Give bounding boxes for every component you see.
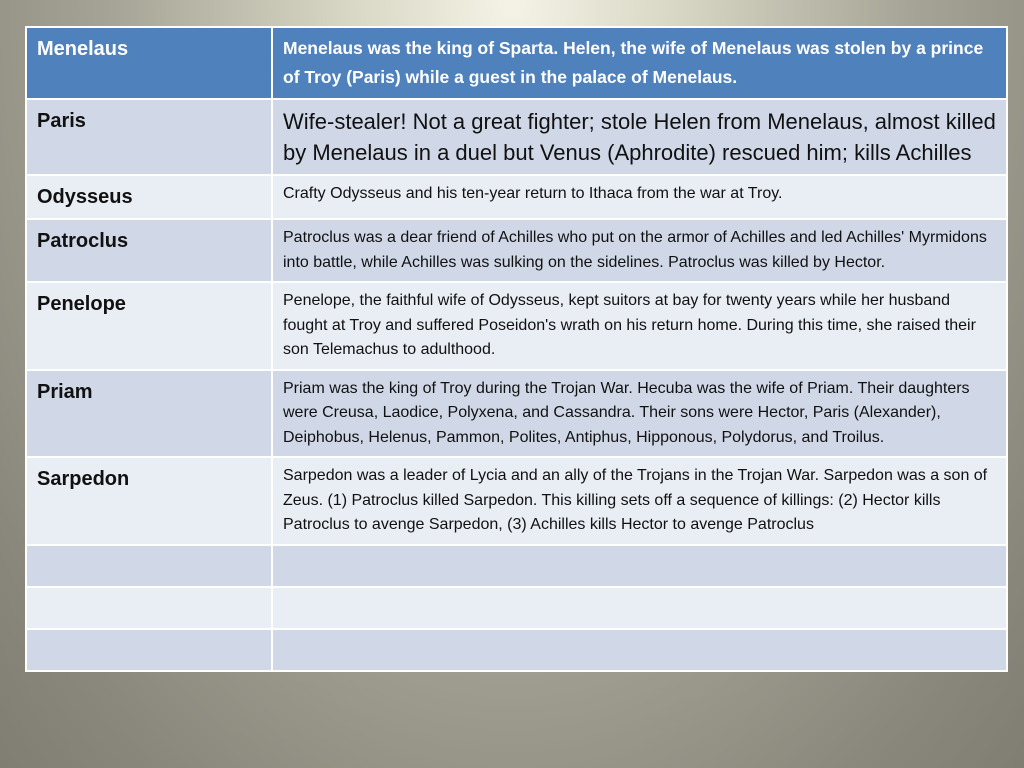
table-row: [26, 219, 1007, 282]
empty-cell: [26, 545, 272, 587]
table-row: [26, 457, 1007, 545]
table-row-empty: [26, 545, 1007, 587]
table-row-empty: [26, 587, 1007, 629]
character-name: Priam: [26, 370, 272, 458]
character-name: Patroclus: [26, 219, 272, 282]
character-description: Penelope, the faithful wife of Odysseus, kept suitors at bay for twenty years while her husband fought at Troy and suffered Poseidon's wrath on his return home. During this time, she raised their son Telemachus to adulthood.: [272, 282, 1007, 370]
character-name: Odysseus: [26, 175, 272, 219]
table-row: [26, 99, 1007, 175]
table-row-header: [26, 27, 1007, 99]
character-description: Sarpedon was a leader of Lycia and an ally of the Trojans in the Trojan War. Sarpedon was a son of Zeus. (1) Patroclus killed Sarpedon. This killing sets off a sequence of killings: (2) Hector kills Patroclus to avenge Sarpedon, (3) Achilles kills Hector to avenge Patroclus: [272, 457, 1007, 545]
table-row-empty: [26, 629, 1007, 671]
character-name: Menelaus: [26, 27, 272, 99]
character-table: [25, 26, 1008, 672]
character-description: Patroclus was a dear friend of Achilles who put on the armor of Achilles and led Achilles' Myrmidons into battle, while Achilles was sulking on the sidelines. Patroclus was killed by Hector.: [272, 219, 1007, 282]
empty-cell: [26, 629, 272, 671]
table-row: [26, 370, 1007, 458]
character-name: Paris: [26, 99, 272, 175]
table-row: [26, 282, 1007, 370]
character-description: Menelaus was the king of Sparta. Helen, the wife of Menelaus was stolen by a prince of Troy (Paris) while a guest in the palace of Menelaus.: [272, 27, 1007, 99]
empty-cell: [272, 587, 1007, 629]
character-name: Sarpedon: [26, 457, 272, 545]
character-description: Wife-stealer! Not a great fighter; stole Helen from Menelaus, almost killed by Menelaus in a duel but Venus (Aphrodite) rescued him; kills Achilles: [272, 99, 1007, 175]
empty-cell: [272, 629, 1007, 671]
table-row: [26, 175, 1007, 219]
character-description: Crafty Odysseus and his ten-year return to Ithaca from the war at Troy.: [272, 175, 1007, 219]
empty-cell: [26, 587, 272, 629]
empty-cell: [272, 545, 1007, 587]
character-description: Priam was the king of Troy during the Trojan War. Hecuba was the wife of Priam. Their daughters were Creusa, Laodice, Polyxena, and Cassandra. Their sons were Hector, Paris (Alexander), Deiphobus, Helenus, Pammon, Polites, Antiphus, Hipponous, Polydorus, and Troilus.: [272, 370, 1007, 458]
character-name: Penelope: [26, 282, 272, 370]
